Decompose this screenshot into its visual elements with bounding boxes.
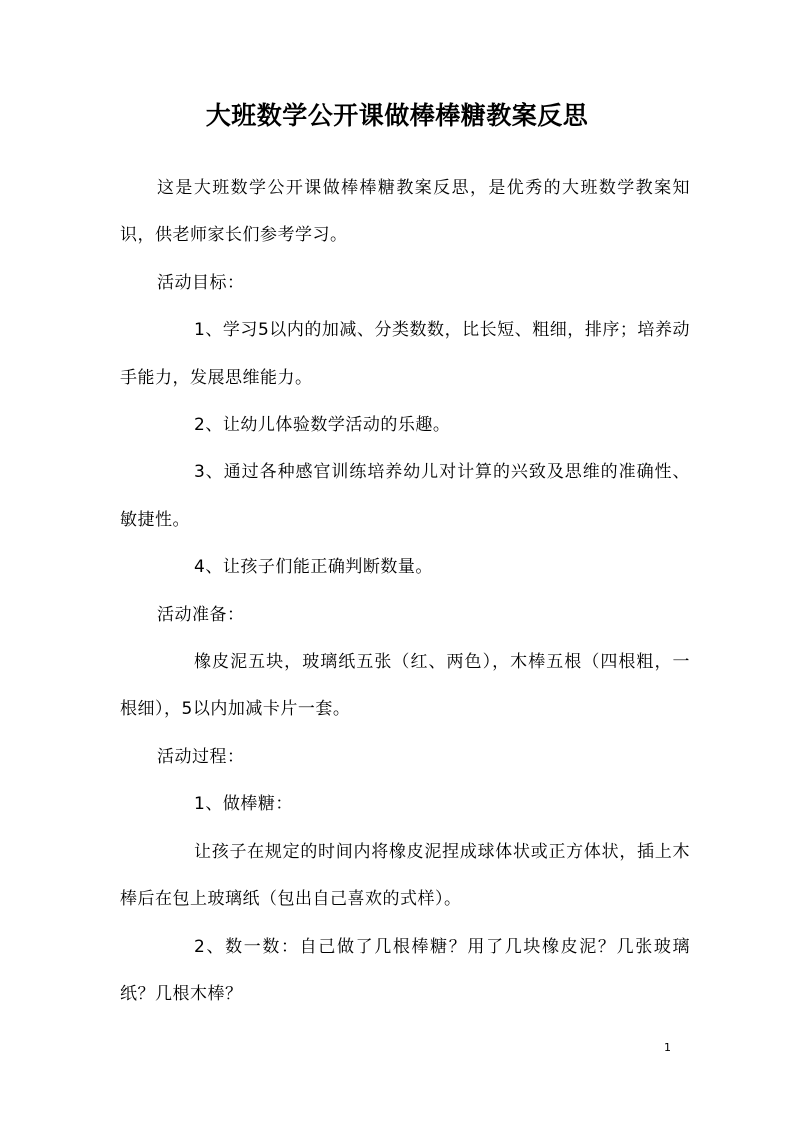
goal-item-4: 4、让孩子们能正确判断数量。 (194, 557, 433, 578)
process-step-1-heading: 1、做棒糖： (194, 794, 293, 815)
process-step-2: 2、数一数：自己做了几根棒糖？用了几块橡皮泥？几张玻璃纸？几根木棒？ (120, 936, 690, 1004)
preparation-materials: 橡皮泥五块，玻璃纸五张（红、两色），木棒五根（四根粗，一根细），5以内加减卡片一套。 (120, 652, 690, 720)
document-title: 大班数学公开课做棒棒糖教案反思 (205, 101, 589, 130)
goal-item-3: 3、通过各种感官训练培养幼儿对计算的兴致及思维的准确性、敏捷性。 (120, 462, 690, 530)
section-heading-process: 活动过程： (157, 746, 245, 767)
section-heading-goals: 活动目标： (157, 272, 245, 293)
process-step-1-detail: 让孩子在规定的时间内将橡皮泥捏成球体状或正方体状，插上木棒后在包上玻璃纸（包出自己喜欢的式样）。 (120, 841, 690, 910)
goal-item-2: 2、让幼儿体验数学活动的乐趣。 (194, 415, 451, 436)
intro-paragraph: 这是大班数学公开课做棒棒糖教案反思，是优秀的大班数学教案知识，供老师家长们参考学习。 (120, 178, 690, 246)
section-heading-preparation: 活动准备： (157, 604, 245, 625)
document-body (120, 165, 690, 1018)
page-number: 1 (664, 1041, 671, 1054)
goal-item-1: 1、学习5以内的加减、分类数数，比长短、粗细，排序；培养动手能力，发展思维能力。 (120, 320, 690, 388)
